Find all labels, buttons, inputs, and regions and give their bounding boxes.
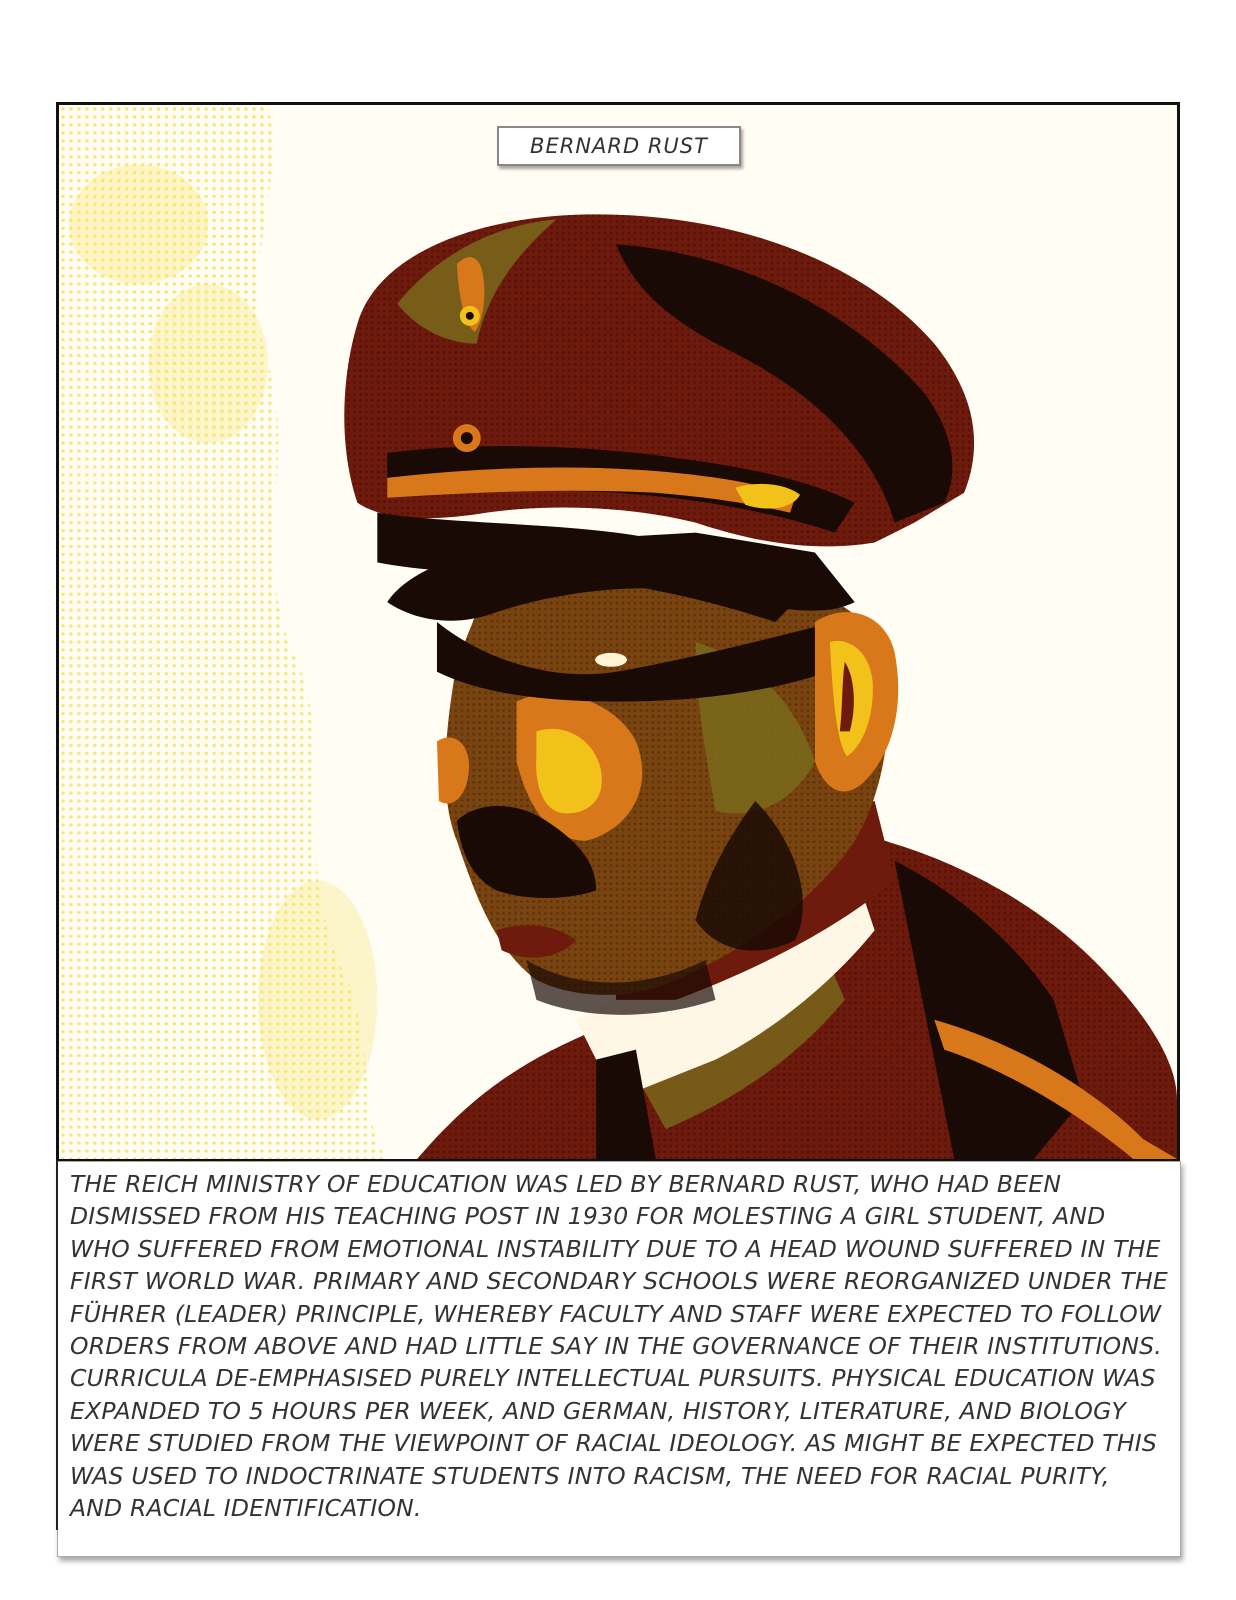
panel-title-box xyxy=(497,126,741,166)
comic-panel xyxy=(56,102,1180,1162)
caption-box xyxy=(57,1161,1181,1557)
portrait-illustration xyxy=(59,105,1177,1159)
panel-title: BERNARD RUST xyxy=(530,134,708,158)
panel-divider xyxy=(56,1160,58,1530)
caption-text: THE REICH MINISTRY OF EDUCATION WAS LED BY BERNARD RUST, WHO HAD BEEN DISMISSED FROM HIS TEACHING POST IN 1930 FOR MOLESTING A GIRL STUDENT, AND WHO SUFFERED FROM EMOTIONAL INSTABILITY DUE TO A HEAD WOUND SUFFERED IN THE FIRST WORLD WAR. PRIMARY AND SECONDARY SCHOOLS WERE REORGANIZED UNDER THE FÜHRER (LEADER) PRINCIPLE, WHEREBY FACULTY AND STAFF WERE EXPECTED TO FOLLOW ORDERS FROM ABOVE AND HAD LITTLE SAY IN THE GOVERNANCE OF THEIR INSTITUTIONS. CURRICULA DE-EMPHASISED PURELY INTELLECTUAL PURSUITS. PHYSICAL EDUCATION WAS EXPANDED TO 5 HOURS PER WEEK, AND GERMAN, HISTORY, LITERATURE, AND BIOLOGY WERE STUDIED FROM THE VIEWPOINT OF RACIAL IDEOLOGY. AS MIGHT BE EXPECTED THIS WAS USED TO INDOCTRINATE STUDENTS INTO RACISM, THE NEED FOR RACIAL PURITY, AND RACIAL IDENTIFICATION. xyxy=(70,1170,1168,1523)
